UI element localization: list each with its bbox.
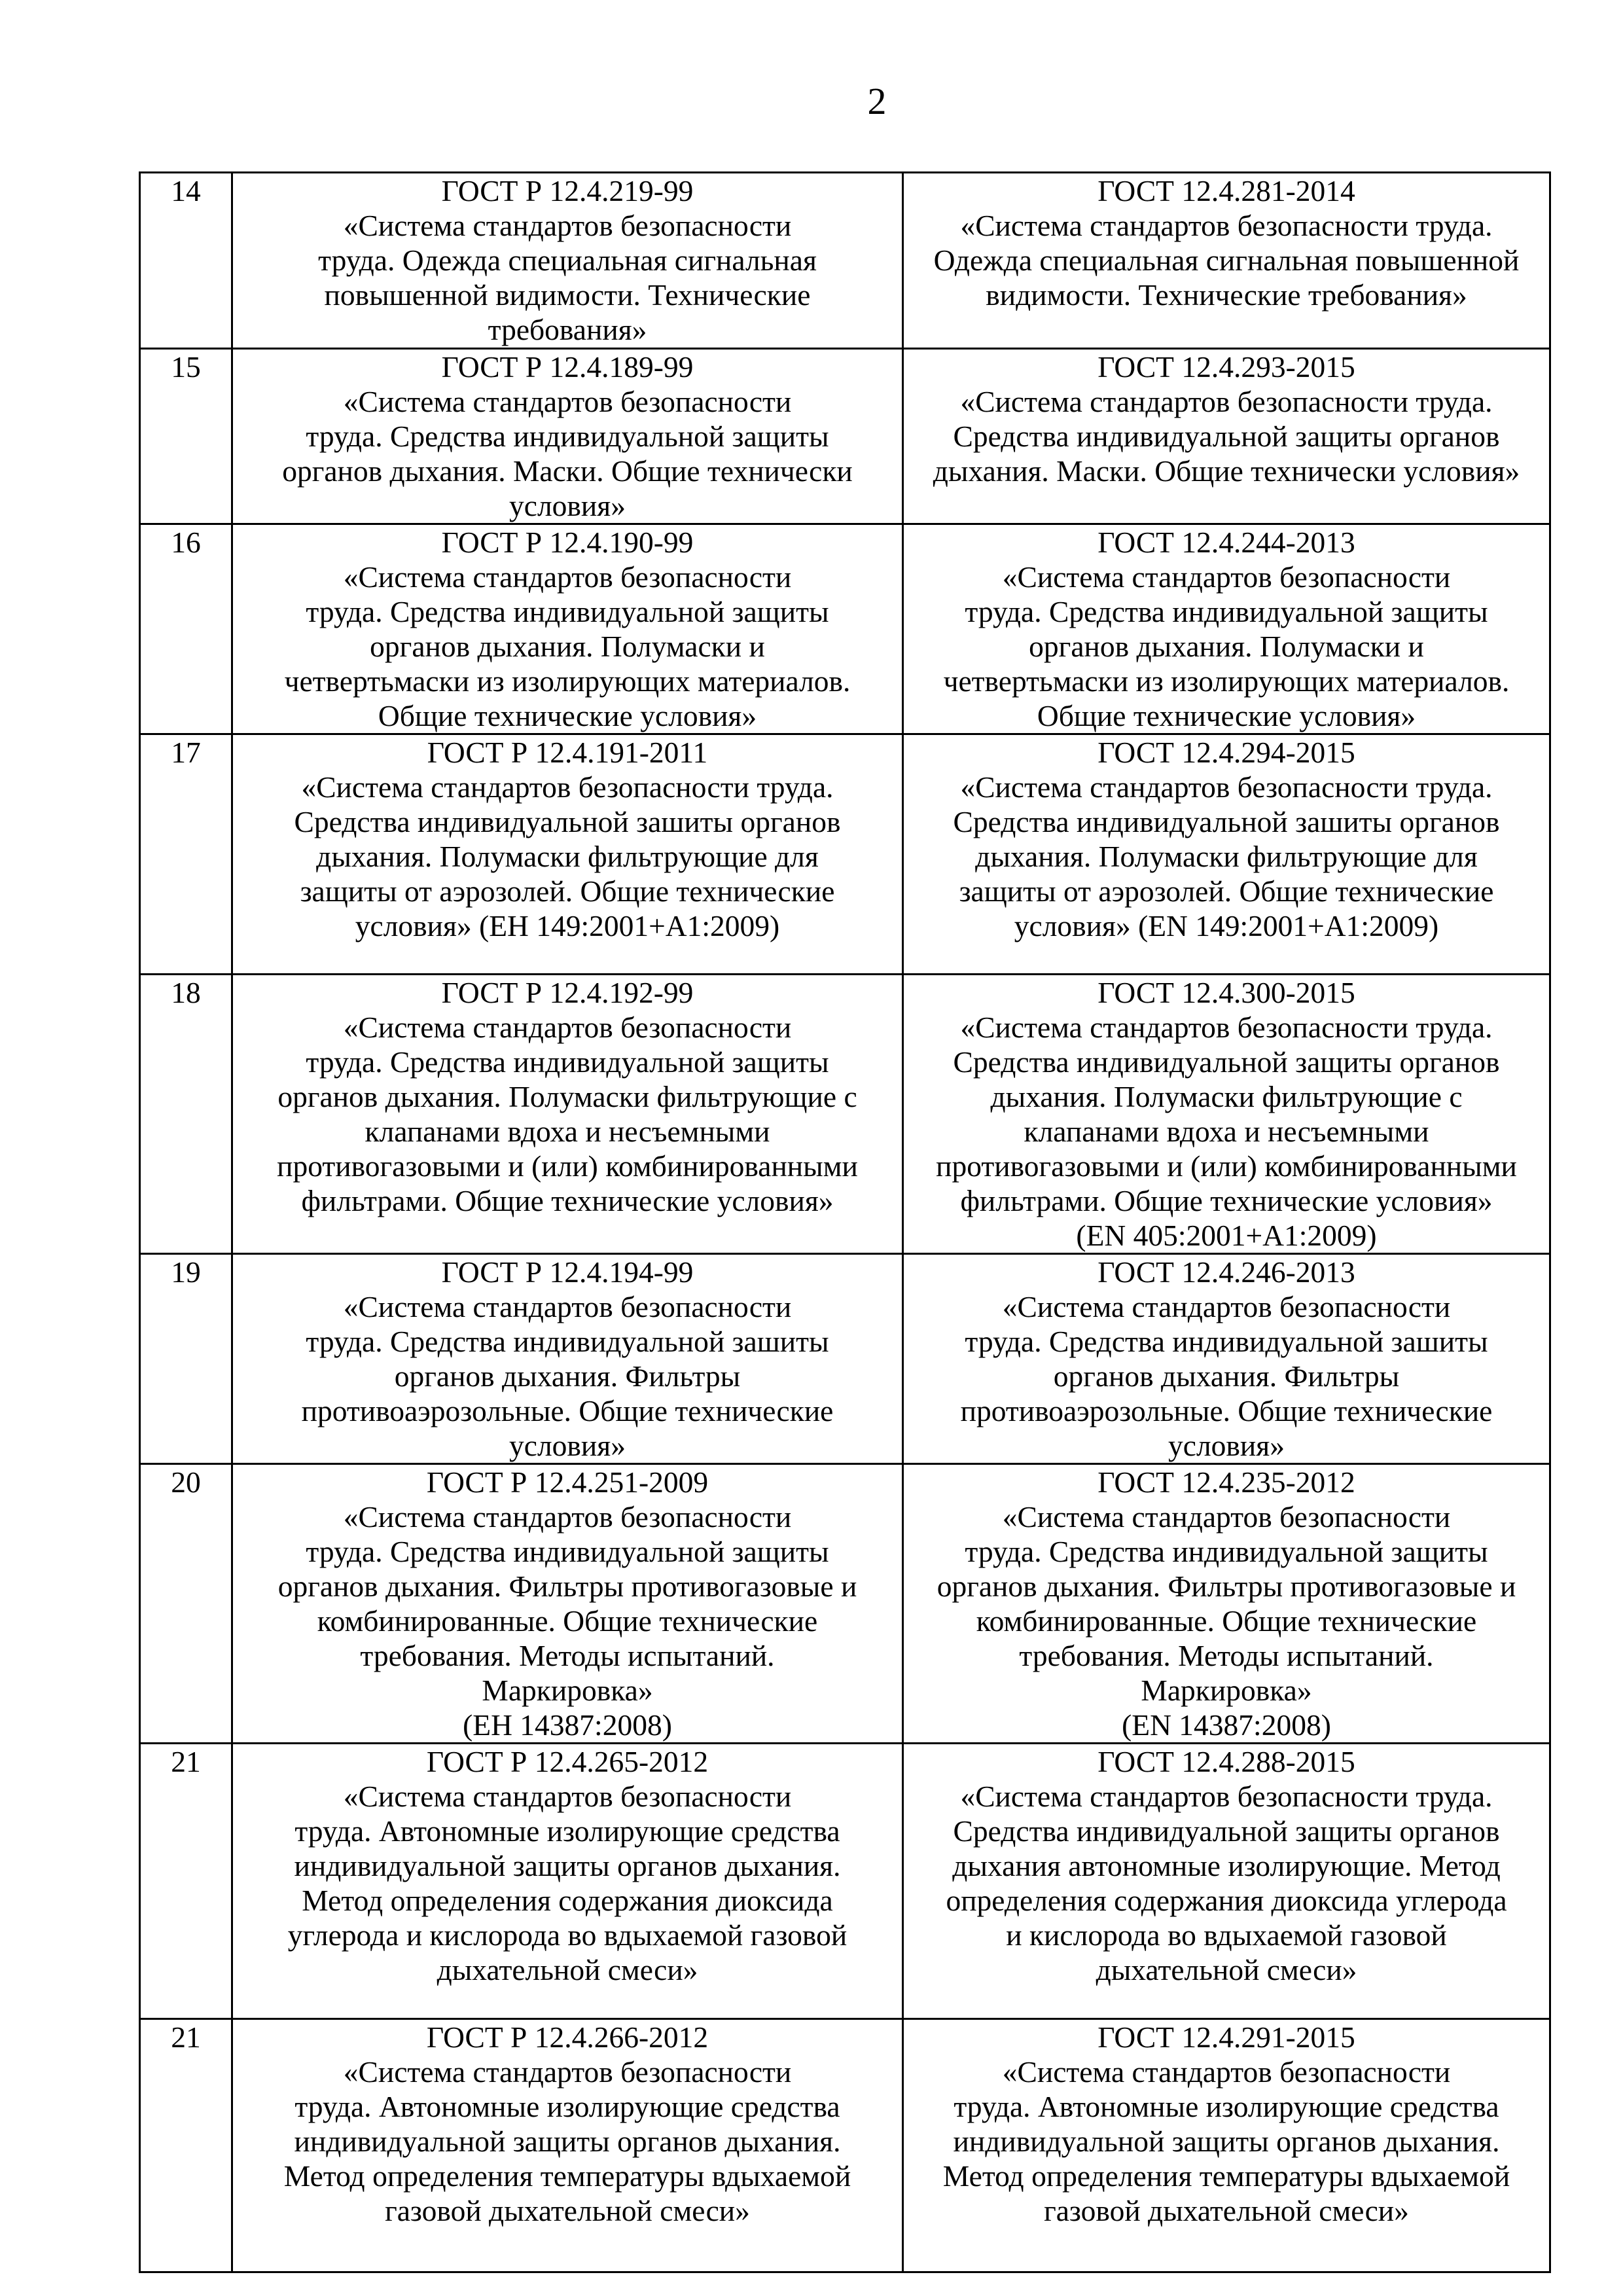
old-standard-cell xyxy=(232,975,903,1254)
cell-line: органов дыхания. Фильтры противогазовые и xyxy=(936,1570,1516,1603)
cell-line: газовой дыхательной смеси» xyxy=(1044,2194,1409,2227)
old-standard-cell xyxy=(232,524,903,734)
cell-line: «Система стандартов безопасности xyxy=(343,385,792,418)
cell-line: комбинированные. Общие технические xyxy=(976,1604,1477,1638)
table-row xyxy=(140,1744,1550,2019)
cell-line: «Система стандартов безопасности xyxy=(1002,1500,1451,1534)
cell-line: органов дыхания. Маски. Общие технически xyxy=(282,454,853,488)
cell-line: «Система стандартов безопасности труда. xyxy=(301,770,834,804)
cell-line: условия» xyxy=(1168,1429,1285,1462)
cell-line: дыхательной смеси» xyxy=(437,1953,698,1986)
cell-line: клапанами вдоха и несъемными xyxy=(1024,1115,1429,1148)
new-standard-cell xyxy=(903,349,1550,524)
old-standard-cell xyxy=(232,173,903,349)
page-number: 2 xyxy=(867,80,887,122)
table-row xyxy=(140,349,1550,524)
cell-line: «Система стандартов безопасности xyxy=(343,1780,792,1813)
cell-line: требования» xyxy=(488,313,647,346)
cell-line: видимости. Технические требования» xyxy=(986,278,1467,312)
new-standard-cell xyxy=(903,734,1550,975)
new-standard-cell xyxy=(903,2019,1550,2272)
table-row xyxy=(140,2019,1550,2272)
cell-line: Средства индивидуальной зашиты органов xyxy=(294,805,841,838)
new-standard-cell xyxy=(903,975,1550,1254)
new-standard-cell xyxy=(903,1254,1550,1464)
cell-line: органов дыхания. Полумаски и xyxy=(1029,630,1424,663)
cell-line: ГОСТ 12.4.235-2012 xyxy=(1097,1465,1355,1499)
cell-line: ГОСТ 12.4.246-2013 xyxy=(1097,1255,1355,1289)
cell-line: Маркировка» xyxy=(482,1674,653,1707)
cell-line: комбинированные. Общие технические xyxy=(317,1604,818,1638)
table-row xyxy=(140,975,1550,1254)
cell-line: «Система стандартов безопасности xyxy=(1002,2055,1451,2089)
cell-line: ГОСТ 12.4.294-2015 xyxy=(1097,736,1355,769)
row-number: 19 xyxy=(140,1254,232,1464)
standards-table xyxy=(139,171,1551,2273)
cell-line: фильтрами. Общие технические условия» xyxy=(960,1184,1493,1217)
old-standard-cell xyxy=(232,1464,903,1744)
cell-line: труда. Автономные изолирующие средства xyxy=(294,2090,840,2123)
cell-line: газовой дыхательной смеси» xyxy=(385,2194,750,2227)
cell-line: противогазовыми и (или) комбинированными xyxy=(936,1149,1517,1183)
cell-line: Маркировка» xyxy=(1141,1674,1312,1707)
cell-line: углерода и кислорода во вдыхаемой газовой xyxy=(287,1918,847,1952)
cell-line: «Система стандартов безопасности труда. xyxy=(960,770,1493,804)
cell-line: условия» xyxy=(509,1429,626,1462)
cell-line: Общие технические условия» xyxy=(378,699,757,732)
cell-line: «Система стандартов безопасности xyxy=(343,2055,792,2089)
cell-line: (EN 405:2001+А1:2009) xyxy=(1076,1219,1377,1252)
cell-line: противоаэрозольные. Общие технические xyxy=(960,1394,1493,1427)
cell-line: дыхания автономные изолирующие. Метод xyxy=(952,1849,1501,1882)
cell-line: условия» (ЕН 149:2001+А1:2009) xyxy=(355,909,780,942)
row-number: 15 xyxy=(140,349,232,524)
row-number: 21 xyxy=(140,2019,232,2272)
cell-line: «Система стандартов безопасности труда. xyxy=(960,1011,1493,1044)
cell-line: органов дыхания. Фильтры xyxy=(1053,1359,1400,1393)
cell-line: органов дыхания. Полумаски и xyxy=(370,630,765,663)
cell-line: индивидуальной защиты органов дыхания. xyxy=(294,1849,841,1882)
cell-line: «Система стандартов безопасности xyxy=(343,1011,792,1044)
new-standard-cell xyxy=(903,1464,1550,1744)
cell-line: ГОСТ Р 12.4.192-99 xyxy=(441,976,694,1009)
cell-line: требования. Методы испытаний. xyxy=(360,1639,775,1672)
row-number: 17 xyxy=(140,734,232,975)
cell-line: органов дыхания. Фильтры xyxy=(394,1359,741,1393)
cell-line: дыхания. Маски. Общие технически условия» xyxy=(933,454,1520,488)
cell-line: противогазовыми и (или) комбинированными xyxy=(277,1149,858,1183)
cell-line: органов дыхания. Фильтры противогазовые и xyxy=(277,1570,857,1603)
cell-line: Метод определения содержания диоксида xyxy=(302,1884,833,1917)
cell-line: «Система стандартов безопасности xyxy=(343,1500,792,1534)
cell-line: ГОСТ Р 12.4.194-99 xyxy=(441,1255,694,1289)
cell-line: Общие технические условия» xyxy=(1037,699,1416,732)
new-standard-cell xyxy=(903,524,1550,734)
cell-line: труда. Автономные изолирующие средства xyxy=(294,1814,840,1848)
cell-line: защиты от аэрозолей. Общие технические xyxy=(300,874,835,908)
cell-line: труда. Средства индивидуальной защиты xyxy=(965,1535,1488,1568)
cell-line: дыхания. Полумаски фильтрующие для xyxy=(975,840,1478,873)
cell-line: требования. Методы испытаний. xyxy=(1019,1639,1434,1672)
cell-line: четвертьмаски из изолирующих материалов. xyxy=(943,664,1510,698)
table-row xyxy=(140,524,1550,734)
table-row xyxy=(140,1254,1550,1464)
cell-line: труда. Средства индивидуальной зашиты xyxy=(306,1325,829,1358)
cell-line: «Система стандартов безопасности труда. xyxy=(960,1780,1493,1813)
cell-line: условия» xyxy=(509,489,626,522)
cell-line: (EN 14387:2008) xyxy=(1122,1708,1331,1742)
cell-line: ГОСТ 12.4.281-2014 xyxy=(1097,174,1355,207)
cell-line: труда. Средства индивидуальной защиты xyxy=(306,1045,829,1079)
row-number: 18 xyxy=(140,975,232,1254)
cell-line: Средства индивидуальной защиты органов xyxy=(953,1045,1500,1079)
cell-line: «Система стандартов безопасности xyxy=(343,1290,792,1323)
cell-line: четвертьмаски из изолирующих материалов. xyxy=(284,664,851,698)
cell-line: «Система стандартов безопасности xyxy=(1002,560,1451,594)
cell-line: условия» (EN 149:2001+А1:2009) xyxy=(1014,909,1439,942)
old-standard-cell xyxy=(232,1744,903,2019)
new-standard-cell xyxy=(903,173,1550,349)
cell-line: ГОСТ 12.4.300-2015 xyxy=(1097,976,1355,1009)
new-standard-cell xyxy=(903,1744,1550,2019)
cell-line: «Система стандартов безопасности xyxy=(343,209,792,242)
cell-line: Средства индивидуальной защиты органов xyxy=(953,420,1500,453)
cell-line: труда. Одежда специальная сигнальная xyxy=(318,243,817,277)
cell-line: «Система стандартов безопасности труда. xyxy=(960,209,1493,242)
cell-line: дыхательной смеси» xyxy=(1096,1953,1357,1986)
cell-line: ГОСТ Р 12.4.219-99 xyxy=(441,174,694,207)
cell-line: ГОСТ 12.4.291-2015 xyxy=(1097,2020,1355,2054)
cell-line: дыхания. Полумаски фильтрующие для xyxy=(316,840,819,873)
cell-line: «Система стандартов безопасности труда. xyxy=(960,385,1493,418)
cell-line: органов дыхания. Полумаски фильтрующие с xyxy=(277,1080,857,1113)
cell-line: дыхания. Полумаски фильтрующие с xyxy=(990,1080,1463,1113)
cell-line: «Система стандартов безопасности xyxy=(1002,1290,1451,1323)
cell-line: защиты от аэрозолей. Общие технические xyxy=(959,874,1494,908)
cell-line: ГОСТ Р 12.4.265-2012 xyxy=(426,1745,709,1778)
cell-line: труда. Средства индивидуальной защиты xyxy=(306,420,829,453)
row-number: 20 xyxy=(140,1464,232,1744)
cell-line: ГОСТ Р 12.4.190-99 xyxy=(441,526,694,559)
cell-line: труда. Средства индивидуальной защиты xyxy=(306,595,829,628)
cell-line: индивидуальной защиты органов дыхания. xyxy=(953,2125,1500,2158)
cell-line: ГОСТ 12.4.244-2013 xyxy=(1097,526,1355,559)
cell-line: фильтрами. Общие технические условия» xyxy=(301,1184,834,1217)
cell-line: «Система стандартов безопасности xyxy=(343,560,792,594)
cell-line: Метод определения температуры вдыхаемой xyxy=(283,2159,851,2193)
old-standard-cell xyxy=(232,734,903,975)
cell-line: Средства индивидуальной защиты органов xyxy=(953,1814,1500,1848)
cell-line: индивидуальной защиты органов дыхания. xyxy=(294,2125,841,2158)
cell-line: труда. Средства индивидуальной защиты xyxy=(306,1535,829,1568)
cell-line: ГОСТ 12.4.293-2015 xyxy=(1097,350,1355,384)
old-standard-cell xyxy=(232,1254,903,1464)
cell-line: клапанами вдоха и несъемными xyxy=(365,1115,770,1148)
cell-line: противоаэрозольные. Общие технические xyxy=(301,1394,834,1427)
cell-line: труда. Средства индивидуальной зашиты xyxy=(965,1325,1488,1358)
old-standard-cell xyxy=(232,2019,903,2272)
cell-line: ГОСТ Р 12.4.189-99 xyxy=(441,350,694,384)
cell-line: и кислорода во вдыхаемой газовой xyxy=(1006,1918,1447,1952)
cell-line: ГОСТ 12.4.288-2015 xyxy=(1097,1745,1355,1778)
cell-line: Метод определения температуры вдыхаемой xyxy=(942,2159,1510,2193)
cell-line: повышенной видимости. Технические xyxy=(324,278,811,312)
table-row xyxy=(140,173,1550,349)
cell-line: труда. Автономные изолирующие средства xyxy=(954,2090,1499,2123)
row-number: 21 xyxy=(140,1744,232,2019)
row-number: 14 xyxy=(140,173,232,349)
cell-line: определения содержания диоксида углерода xyxy=(946,1884,1507,1917)
cell-line: ГОСТ Р 12.4.191-2011 xyxy=(427,736,708,769)
row-number: 16 xyxy=(140,524,232,734)
cell-line: Одежда специальная сигнальная повышенной xyxy=(933,243,1520,277)
cell-line: (ЕН 14387:2008) xyxy=(463,1708,672,1742)
cell-line: ГОСТ Р 12.4.251-2009 xyxy=(426,1465,709,1499)
cell-line: труда. Средства индивидуальной защиты xyxy=(965,595,1488,628)
old-standard-cell xyxy=(232,349,903,524)
cell-line: Средства индивидуальной зашиты органов xyxy=(953,805,1500,838)
cell-line: ГОСТ Р 12.4.266-2012 xyxy=(426,2020,709,2054)
table-row xyxy=(140,1464,1550,1744)
table-row xyxy=(140,734,1550,975)
